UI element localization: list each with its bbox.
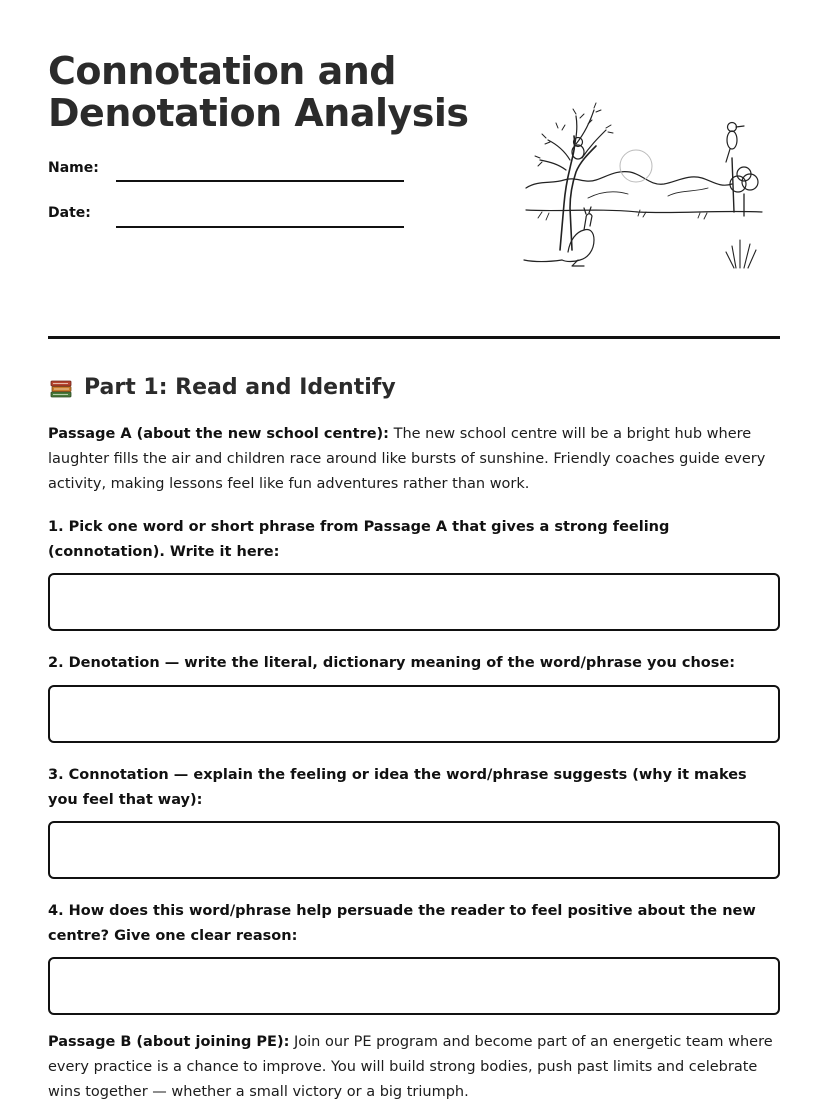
name-label: Name: <box>48 160 99 176</box>
answer-box-1[interactable] <box>48 573 780 631</box>
outback-landscape-illustration <box>518 100 768 272</box>
date-field[interactable] <box>116 226 404 228</box>
passage-b-label: Passage B (about joining PE): <box>48 1034 290 1050</box>
passage-a <box>48 422 786 497</box>
date-label: Date: <box>48 205 91 221</box>
passage-b-text: Join our PE program and become part of an energetic team where every practice is a chance to improve. You will build strong bodies, push past limits and celebrate wins together — whether a small victory or a big triumph. <box>48 1034 773 1100</box>
title-line-1: Connotation and <box>48 49 396 93</box>
question-1: 1. Pick one word or short phrase from Passage A that gives a strong feeling (connotation). Write it here: <box>48 519 670 560</box>
passage-b <box>48 1030 786 1105</box>
question-4: 4. How does this word/phrase help persuade the reader to feel positive about the new centre? Give one clear reason: <box>48 903 756 944</box>
answer-box-2[interactable] <box>48 685 780 743</box>
answer-box-3[interactable] <box>48 821 780 879</box>
question-3: 3. Connotation — explain the feeling or idea the word/phrase suggests (why it makes you feel that way): <box>48 767 747 808</box>
books-icon <box>48 375 74 401</box>
part-1-heading <box>48 372 396 404</box>
worksheet-title <box>48 50 469 134</box>
passage-a-text: The new school centre will be a bright hub where laughter fills the air and children race around like bursts of sunshine. Friendly coaches guide every activity, making lessons feel like fun adventures rather than work. <box>48 426 766 492</box>
question-2: 2. Denotation — write the literal, dictionary meaning of the word/phrase you chose: <box>48 655 735 671</box>
passage-a-label: Passage A (about the new school centre): <box>48 426 389 442</box>
name-field[interactable] <box>116 180 404 182</box>
section-divider <box>48 336 780 339</box>
answer-box-4[interactable] <box>48 957 780 1015</box>
title-line-2: Denotation Analysis <box>48 91 469 135</box>
part-1-heading-text: Part 1: Read and Identify <box>84 375 396 400</box>
